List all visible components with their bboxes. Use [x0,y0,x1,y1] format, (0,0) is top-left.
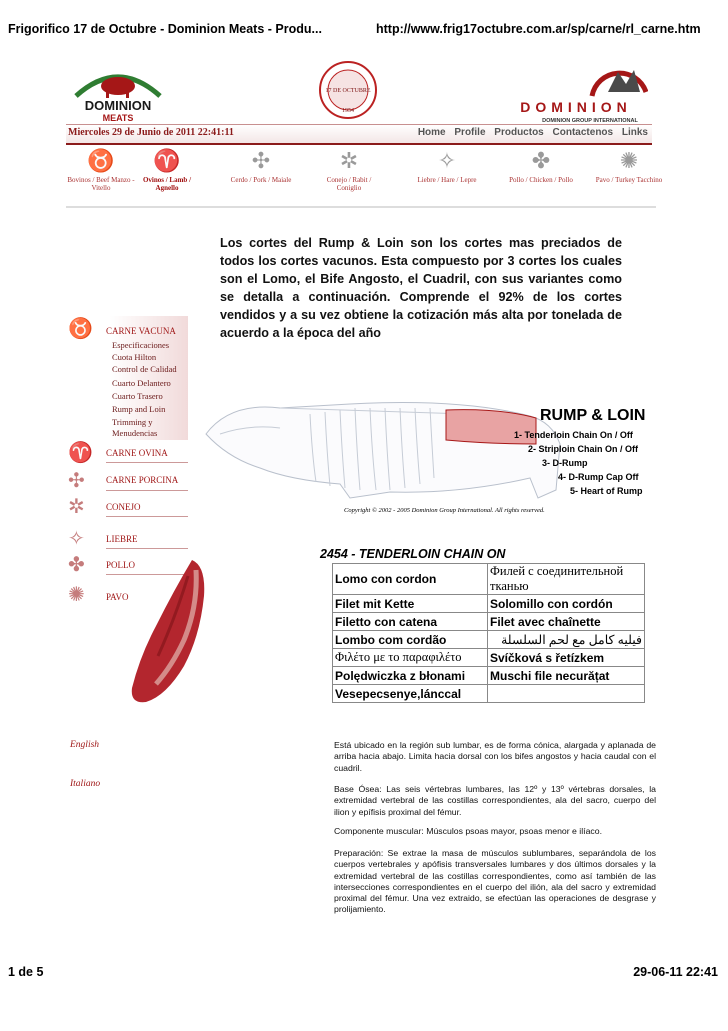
name-cell: Filet avec chaînette [488,613,645,631]
turkey-icon: ✺ [619,148,639,173]
diagram-copyright: Copyright © 2002 - 2005 Dominion Group International. All rights reserved. [344,507,545,514]
sidebar-divider [106,490,188,491]
row-divider [66,206,656,208]
table-row [333,613,645,631]
cow-icon: ♉ [68,318,93,340]
svg-text:DOMINION GROUP INTERNATIONAL: DOMINION GROUP INTERNATIONAL [542,118,638,124]
table-row [333,649,645,667]
name-cell [488,685,645,703]
table-row [333,564,645,595]
print-datetime: 29-06-11 22:41 [633,965,718,979]
description-paragraph: Base Ósea: Las seis vértebras lumbares, las 12º y 13º vértebras dorsales, la extremidad vertebral de las costillas correspondientes, ala del sacro, cuerpo del ilion y epífisis proximal del fémur. [334,784,656,817]
sidebar-item-cuarto-trasero[interactable]: Cuarto Trasero [112,391,163,401]
name-cell: Vesepecsenye,lánccal [333,685,488,703]
diagram-item-5: 5- Heart of Rump [570,486,643,496]
name-cell: Филей с соединительной тканью [488,564,645,595]
description-paragraph: Preparación: Se extrae la masa de músculos sublumbares, separándola de los cuerpos vertebrales y apófisis transversales lumbares y dos últimos dorsales y la extremidad vertebral de las costillas correspondientes, como así también de las intersecciones correspondientes en el cuerpo del ilión, ala del sacro y extremidad proximal del fémur. Una vez extraido, se efectúan las operaciones de desgrase y prolijamiento. [334,848,656,915]
diagram-title: RUMP & LOIN [540,407,646,424]
sheep-icon: ♈ [68,442,93,464]
sidebar-item-cuota-hilton[interactable]: Cuota Hilton [112,352,157,362]
table-row [333,631,645,649]
table-row [333,667,645,685]
dominion-group-logo[interactable] [498,62,648,126]
rabbit-icon: ✲ [68,496,85,518]
nav-productos[interactable]: Productos [494,127,544,138]
cattle-skeleton-illustration [200,394,656,518]
svg-text:17 DE OCTUBRE: 17 DE OCTUBRE [325,88,371,94]
svg-text:DOMINION: DOMINION [520,99,632,115]
nav-profile[interactable]: Profile [454,127,486,138]
sidebar-item-pavo[interactable]: PAVO [106,592,129,602]
product-title: 2454 - TENDERLOIN CHAIN ON [320,547,506,561]
name-cell: Φιλέτο με το παραφιλέτο [333,649,488,667]
sidebar-divider [106,548,188,549]
chicken-icon: ✤ [68,554,85,576]
frigorifico-seal-logo[interactable] [318,60,378,124]
page-header-title: Frigorifico 17 de Octubre - Dominion Meats - Produ... [8,22,322,36]
category-liebre[interactable]: ✧ Liebre / Hare / Lepre [412,146,482,206]
svg-text:DOMINION: DOMINION [84,98,152,113]
sidebar-item-pollo[interactable]: POLLO [106,560,135,570]
product-names-table [332,563,645,703]
sidebar-item-carne-ovina[interactable]: CARNE OVINA [106,448,168,458]
diagram-item-2: 2- Striploin Chain On / Off [528,444,638,454]
sidebar-item-carne-porcina[interactable]: CARNE PORCINA [106,475,179,485]
sidebar-item-carne-vacuna[interactable]: CARNE VACUNA [106,326,176,336]
hare-icon: ✧ [68,528,85,550]
category-conejo[interactable]: ✲ Conejo / Rabit / Coniglio [314,146,384,206]
category-cerdo[interactable]: ✣ Cerdo / Pork / Maiale [226,146,296,206]
tenderloin-photo [96,556,226,706]
current-date: Miercoles 29 de Junio de 2011 22:41:11 [68,127,234,138]
sidebar-item-rump-loin[interactable]: Rump and Loin [112,404,166,414]
name-cell: فيليه كامل مع لحم السلسلة [488,631,645,649]
sidebar-divider [106,516,188,517]
nav-contactenos[interactable]: Contactenos [552,127,614,138]
name-cell: Filet mit Kette [333,595,488,613]
sidebar-item-liebre[interactable]: LIEBRE [106,534,138,544]
rump-loin-diagram [200,394,656,518]
name-cell: Filetto con catena [333,613,488,631]
language-link-italiano[interactable]: Italiano [70,779,101,789]
language-link-english[interactable]: English [70,740,100,750]
turkey-icon: ✺ [68,584,85,606]
nav-links[interactable]: Links [621,127,648,138]
name-cell: Svíčková s řetízkem [488,649,645,667]
sidebar-item-especificaciones[interactable]: Especificaciones [112,340,170,350]
sidebar-item-cuarto-delantero[interactable]: Cuarto Delantero [112,378,171,388]
diagram-item-1: 1- Tenderloin Chain On / Off [514,430,633,440]
intro-text: Los cortes del Rump & Loin son los cortes mas preciados de todos los cortes vacunos. Esta compuesto por 3 cortes los cuales son el Lomo, el Bife Angosto, el Cuadril, con sus variantes como se detalla a continuación. Comprende el 92% de los cortes vendidos y a su vez obtiene la cotización más alta por tonelada de acuerdo a la época del año [220,236,622,340]
category-bovinos[interactable]: ♉ Bovinos / Beef Manzo - Vitello [67,148,135,192]
name-cell: Lomo con cordon [333,564,488,595]
sidebar-item-control-calidad[interactable]: Control de Calidad [112,364,177,374]
name-cell: Muschi file necurățat [488,667,645,685]
name-cell: Lombo com cordão [333,631,488,649]
diagram-item-3: 3- D-Rump [542,458,588,468]
svg-text:MEATS: MEATS [102,113,134,123]
page-number: 1 de 5 [8,965,44,979]
animal-category-row [66,146,663,206]
pig-icon: ✣ [251,148,271,173]
hare-icon: ✧ [437,148,457,173]
description-paragraph: Está ubicado en la región sub lumbar, es de forma cónica, alargada y aplanada de arriba hacia abajo. Limita hacia dorsal con los bifes angostos y hacia caudal con el cuadril. [334,740,656,773]
page-header-url[interactable]: http://www.frig17octubre.com.ar/sp/carne/rl_carne.htm [376,22,701,36]
nav-home[interactable]: Home [417,127,446,138]
dominion-meats-logo[interactable] [68,64,168,124]
top-nav [412,127,648,138]
name-cell: Solomillo con cordón [488,595,645,613]
table-row [333,595,645,613]
sidebar-item-trimming[interactable]: Trimming y Menudencias [112,417,158,438]
rabbit-icon: ✲ [339,148,359,173]
table-row [333,685,645,703]
sidebar-divider [106,462,188,463]
description-paragraph: Componente muscular: Músculos psoas mayor, psoas menor e ilíaco. [334,826,602,836]
cow-icon: ♉ [87,148,115,173]
category-ovinos[interactable]: ♈ Ovinos / Lamb / Agnello [132,146,202,206]
svg-text:1954: 1954 [342,108,354,114]
chicken-icon: ✤ [531,148,551,173]
pig-icon: ✣ [68,470,85,492]
category-pollo[interactable]: ✤ Pollo / Chicken / Pollo [506,146,576,206]
sidebar-item-conejo[interactable]: CONEJO [106,502,141,512]
sheep-icon: ♈ [153,148,181,173]
date-nav-bar [66,124,652,145]
diagram-item-4: 4- D-Rump Cap Off [558,472,639,482]
name-cell: Polędwiczka z błonami [333,667,488,685]
category-pavo[interactable]: ✺ Pavo / Turkey Tacchino [595,148,663,184]
